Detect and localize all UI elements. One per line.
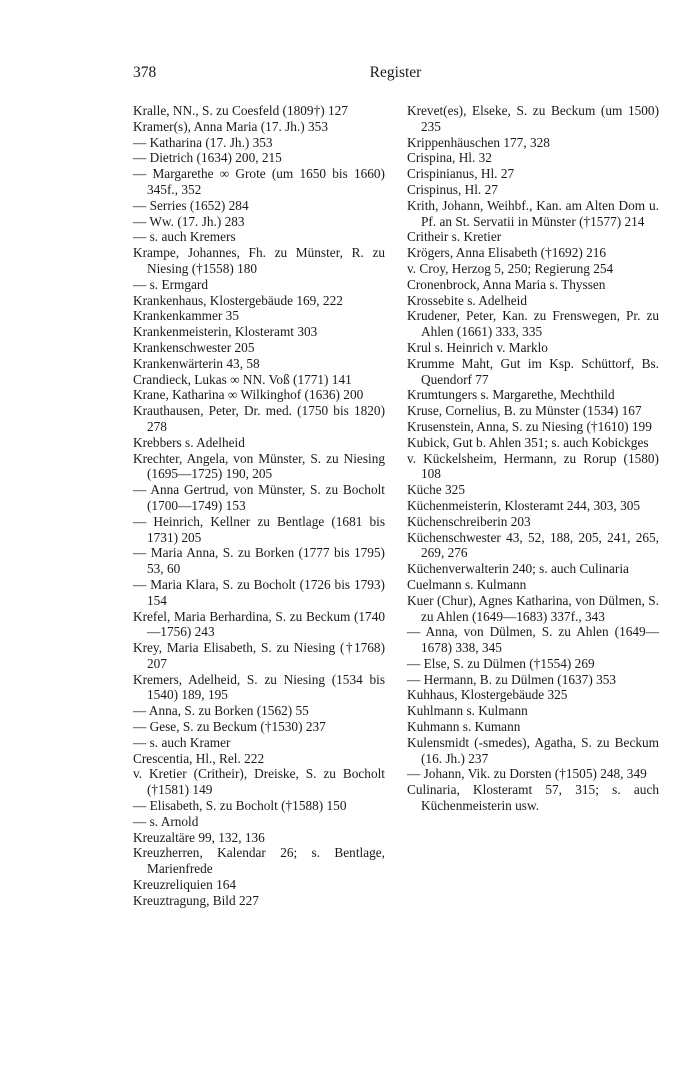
- index-entry: Krane, Katharina ∞ Wilkinghof (1636) 200: [133, 387, 364, 403]
- index-entry: — Katharina (17. Jh.) 353: [133, 134, 273, 150]
- index-entry: Cuelmann s. Kulmann: [407, 576, 527, 592]
- index-entry: Culinaria, Klosteramt 57, 315; s. auch Küchenmeisterin usw.: [407, 782, 659, 814]
- index-column-right: [407, 103, 659, 814]
- index-entry: Küche 325: [407, 482, 465, 498]
- page-number: 378: [133, 64, 157, 81]
- index-entry: v. Kückelsheim, Hermann, zu Rorup (1580) 108: [407, 450, 659, 482]
- index-entry: Krossebite s. Adelheid: [407, 292, 528, 308]
- index-entry: — s. Ermgard: [133, 276, 208, 292]
- index-entry: — Anna, von Dülmen, S. zu Ahlen (1649—1678) 338, 345: [407, 624, 659, 656]
- index-entry: Krumme Maht, Gut im Ksp. Schüttorf, Bs. Quendorf 77: [407, 355, 659, 387]
- index-entry: Krumtungers s. Margarethe, Mechthild: [407, 387, 615, 403]
- index-entry: Küchenmeisterin, Klosteramt 244, 303, 305: [407, 497, 641, 513]
- index-entry: v. Kretier (Critheir), Dreiske, S. zu Bocholt (†1581) 149: [133, 766, 385, 798]
- index-entry: Küchenschreiberin 203: [407, 513, 531, 529]
- index-entry: Crandieck, Lukas ∞ NN. Voß (1771) 141: [133, 371, 352, 387]
- index-entry: — Ww. (17. Jh.) 283: [133, 213, 245, 229]
- index-entry: Kuhlmann s. Kulmann: [407, 703, 528, 719]
- index-entry: Kreuzherren, Kalendar 26; s. Bentlage, Marienfrede: [133, 845, 385, 877]
- index-entry: Kreuztragung, Bild 227: [133, 892, 259, 908]
- index-entry: — Margarethe ∞ Grote (um 1650 bis 1660) 345f., 352: [133, 166, 385, 197]
- index-entry: Kreuzreliquien 164: [133, 877, 237, 893]
- index-entry: — Elisabeth, S. zu Bocholt (†1588) 150: [133, 798, 347, 814]
- index-entry: — Anna Gertrud, von Münster, S. zu Bocholt (1700—1749) 153: [133, 482, 385, 513]
- index-entry: Krusenstein, Anna, S. zu Niesing (†1610) 199: [407, 418, 652, 434]
- index-entry: — Maria Anna, S. zu Borken (1777 bis 1795) 53, 60: [133, 545, 385, 577]
- index-entry: Krul s. Heinrich v. Marklo: [407, 339, 548, 355]
- index-entry: Kuhmann s. Kumann: [407, 719, 521, 735]
- index-entry: v. Croy, Herzog 5, 250; Regierung 254: [407, 260, 614, 276]
- index-entry: Krefel, Maria Berhardina, S. zu Beckum (1740—1756) 243: [133, 608, 385, 640]
- index-entry: Krankenwärterin 43, 58: [133, 355, 260, 371]
- index-entry: Critheir s. Kretier: [407, 229, 502, 245]
- index-entry: Kuhhaus, Klostergebäude 325: [407, 687, 568, 703]
- index-entry: — Serries (1652) 284: [133, 197, 249, 213]
- index-entry: Crispinus, Hl. 27: [407, 181, 498, 197]
- index-entry: Krauthausen, Peter, Dr. med. (1750 bis 1820) 278: [133, 403, 385, 434]
- index-entry: Kuer (Chur), Agnes Katharina, von Dülmen, S. zu Ahlen (1649—1683) 337f., 343: [407, 592, 659, 624]
- index-entry: — Dietrich (1634) 200, 215: [133, 150, 282, 166]
- index-entry: Kralle, NN., S. zu Coesfeld (1809†) 127: [133, 103, 348, 118]
- index-entry: — Heinrich, Kellner zu Bentlage (1681 bis 1731) 205: [133, 513, 385, 545]
- index-entry: — s. auch Kramer: [133, 734, 231, 750]
- index-entry: Krankenschwester 205: [133, 339, 255, 355]
- index-entry: Kreuzaltäre 99, 132, 136: [133, 829, 265, 845]
- index-entry: Krankenhaus, Klostergebäude 169, 222: [133, 292, 343, 308]
- index-entry: — Johann, Vik. zu Dorsten (†1505) 248, 349: [407, 766, 647, 782]
- index-entry: Krankenmeisterin, Klosteramt 303: [133, 324, 318, 340]
- index-entry: Krankenkammer 35: [133, 308, 239, 324]
- index-entry: — Hermann, B. zu Dülmen (1637) 353: [407, 671, 617, 687]
- index-entry: Krampe, Johannes, Fh. zu Münster, R. zu Niesing (†1558) 180: [133, 245, 385, 276]
- index-entry: — Maria Klara, S. zu Bocholt (1726 bis 1793) 154: [133, 576, 385, 608]
- index-entry: Krevet(es), Elseke, S. zu Beckum (um 1500) 235: [407, 103, 659, 134]
- index-entry: Kubick, Gut b. Ahlen 351; s. auch Kobickges: [407, 434, 649, 450]
- index-entry: Krippenhäuschen 177, 328: [407, 134, 550, 150]
- index-entry: Küchenschwester 43, 52, 188, 205, 241, 265, 269, 276: [407, 529, 659, 561]
- index-entry: Kulensmidt (-smedes), Agatha, S. zu Beckum (16. Jh.) 237: [407, 734, 659, 766]
- index-entry: Krechter, Angela, von Münster, S. zu Niesing (1695—1725) 190, 205: [133, 450, 385, 482]
- index-entry: Krögers, Anna Elisabeth (†1692) 216: [407, 245, 607, 261]
- index-entry: Krudener, Peter, Kan. zu Frenswegen, Pr. zu Ahlen (1661) 333, 335: [407, 308, 659, 340]
- index-entry: Crescentia, Hl., Rel. 222: [133, 750, 265, 766]
- index-entry: Crispina, Hl. 32: [407, 150, 492, 166]
- index-entry: Kruse, Cornelius, B. zu Münster (1534) 167: [407, 403, 642, 419]
- running-title: Register: [369, 64, 422, 81]
- page-header: [133, 64, 658, 86]
- index-entry: — s. auch Kremers: [133, 229, 236, 245]
- index-entry: — Else, S. zu Dülmen (†1554) 269: [407, 655, 595, 671]
- index-entry: Cronenbrock, Anna Maria s. Thyssen: [407, 276, 606, 292]
- index-entry: Crispinianus, Hl. 27: [407, 166, 515, 182]
- index-entry: Kremers, Adelheid, S. zu Niesing (1534 bis 1540) 189, 195: [133, 671, 385, 703]
- index-entry: Kramer(s), Anna Maria (17. Jh.) 353: [133, 118, 328, 134]
- index-entry: — Anna, S. zu Borken (1562) 55: [133, 703, 309, 719]
- index-entry: Krebbers s. Adelheid: [133, 434, 245, 450]
- index-column-left: [133, 103, 385, 909]
- index-entry: Küchenverwalterin 240; s. auch Culinaria: [407, 561, 629, 577]
- index-entry: — s. Arnold: [133, 813, 199, 829]
- index-entry: Krey, Maria Elisabeth, S. zu Niesing (†1768) 207: [133, 640, 385, 671]
- index-entry: — Gese, S. zu Beckum (†1530) 237: [133, 719, 326, 735]
- index-entry: Krith, Johann, Weihbf., Kan. am Alten Dom u. Pf. an St. Servatii in Münster (†1577) 214: [407, 197, 659, 229]
